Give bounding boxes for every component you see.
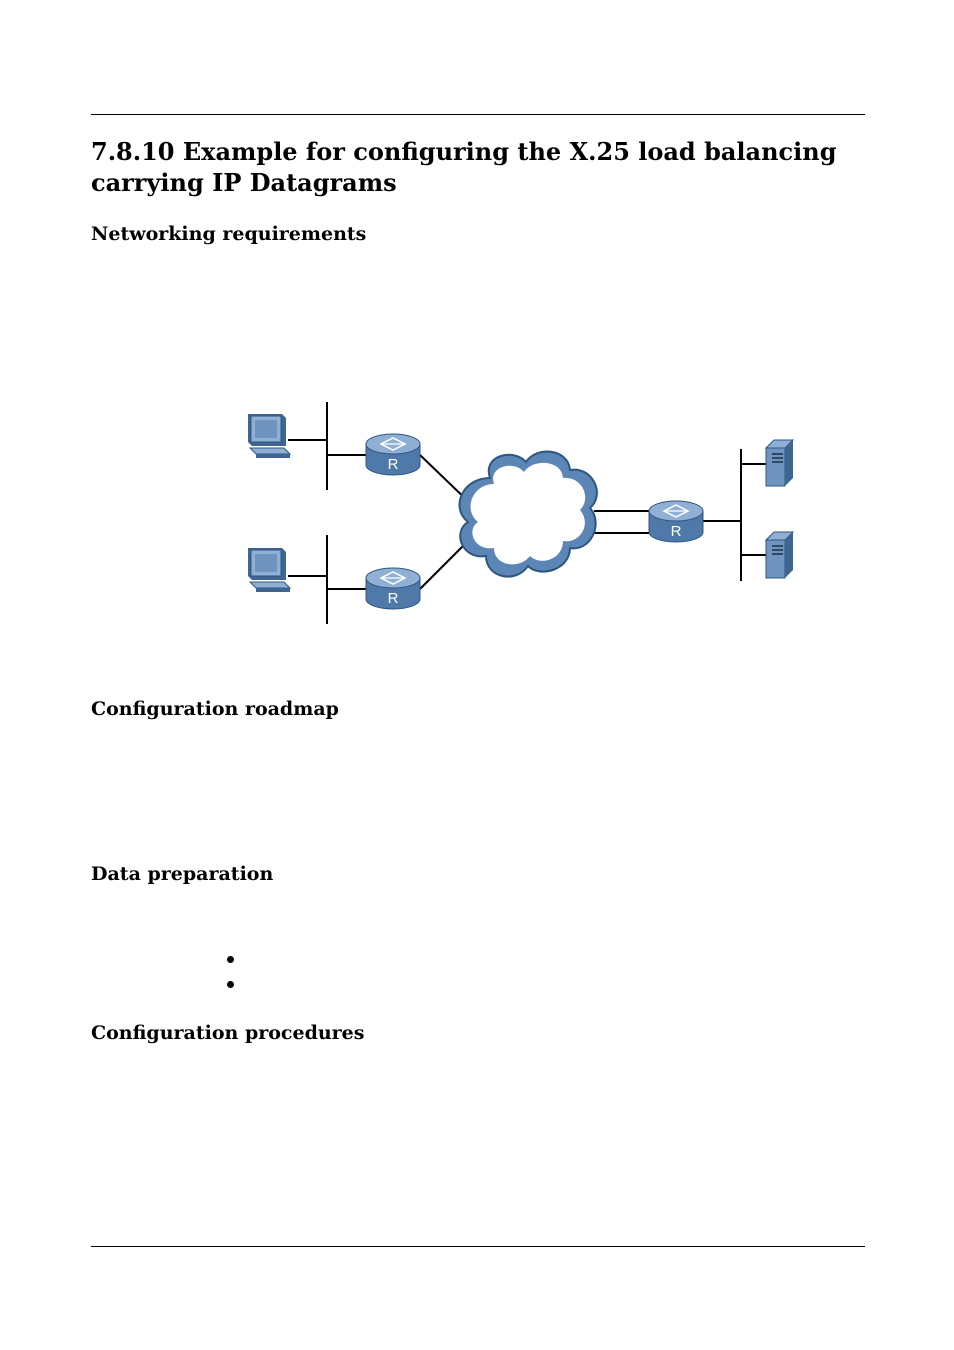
section-title: 7.8.10 Example for configuring the X.25 load balancing carrying IP Datagrams xyxy=(91,137,837,197)
bullet-item xyxy=(227,981,234,988)
router-label: R xyxy=(387,456,399,473)
heading-configuration-roadmap: Configuration roadmap xyxy=(91,698,339,720)
heading-networking-requirements: Networking requirements xyxy=(91,223,367,245)
footer-rule xyxy=(91,1246,865,1247)
heading-data-preparation: Data preparation xyxy=(91,863,274,885)
server-icon xyxy=(766,440,793,486)
server-icon xyxy=(766,532,793,578)
heading-configuration-procedures: Configuration procedures xyxy=(91,1022,365,1044)
bullet-item xyxy=(227,956,234,963)
link-router2-cloud xyxy=(420,541,468,589)
router-label: R xyxy=(387,590,399,607)
pc-icon xyxy=(248,548,290,592)
router-label: R xyxy=(670,523,682,540)
network-cloud-icon xyxy=(459,452,596,577)
router-icon xyxy=(366,568,420,609)
router-icon xyxy=(366,434,420,475)
pc-icon xyxy=(248,414,290,458)
router-icon xyxy=(649,501,703,542)
